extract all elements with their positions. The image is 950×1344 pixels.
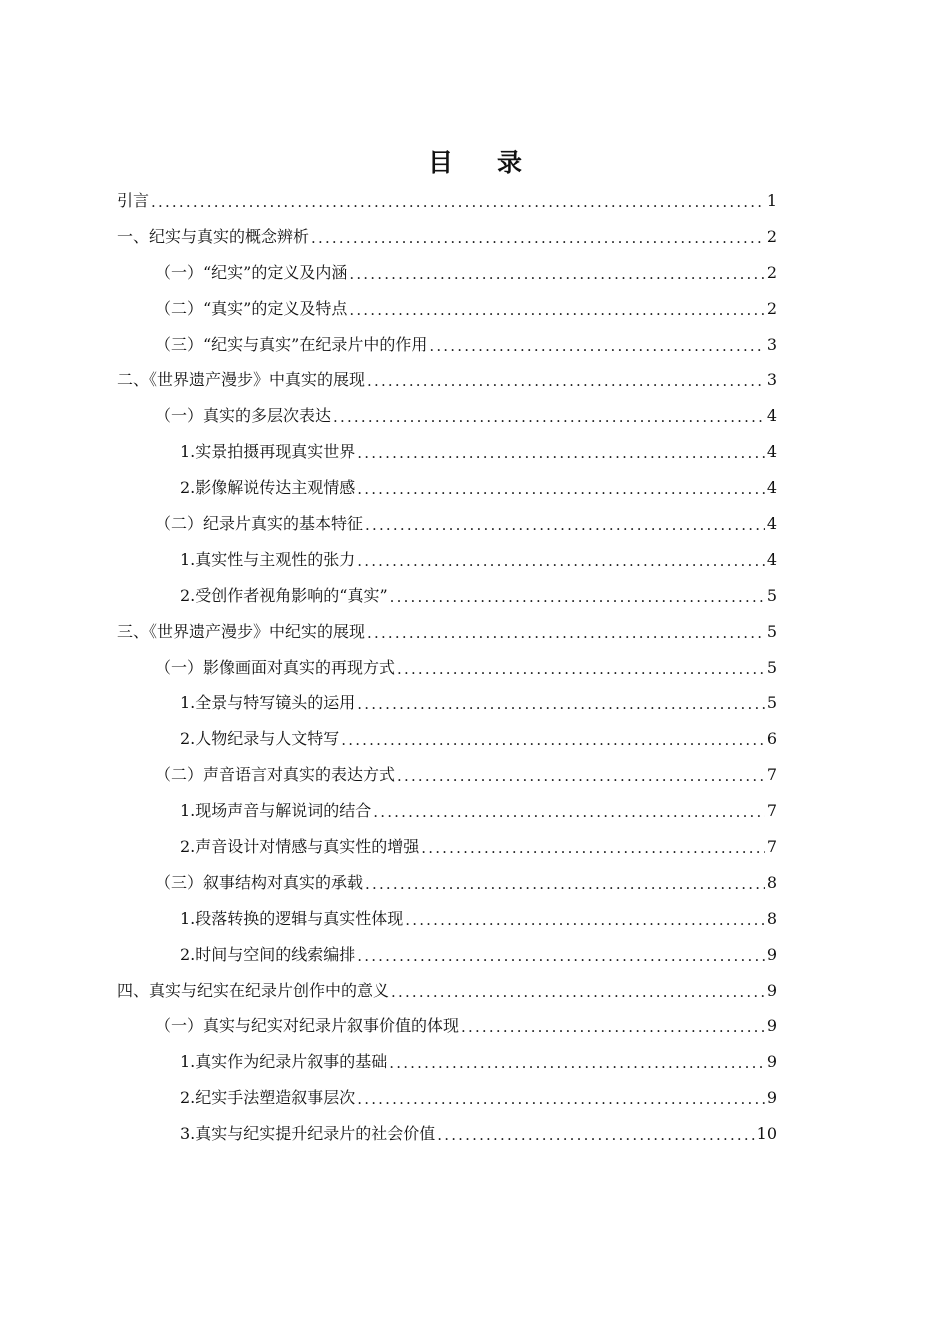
dot-leader	[373, 802, 765, 822]
toc-entry-text: 1.段落转换的逻辑与真实性体现	[180, 908, 404, 928]
toc-entry-page: 4	[766, 549, 777, 569]
toc-entry-text: 3.真实与纪实提升纪录片的社会价值	[180, 1124, 436, 1144]
dot-leader	[461, 1017, 765, 1037]
toc-entry-text: 2.影像解说传达主观情感	[180, 478, 356, 498]
toc-entry-page: 7	[766, 765, 777, 785]
toc-entry-text: （二）声音语言对真实的表达方式	[155, 765, 396, 785]
toc-entry-page: 9	[766, 1052, 777, 1072]
toc-entry-text: 1.现场声音与解说词的结合	[180, 801, 372, 821]
toc-entry-page: 10	[756, 1124, 777, 1144]
toc-entry[interactable]	[117, 434, 777, 470]
toc-entry-page: 3	[766, 370, 777, 390]
dot-leader	[357, 1089, 765, 1109]
toc-entry[interactable]	[117, 578, 777, 614]
dot-leader	[151, 192, 765, 212]
dot-leader	[349, 300, 764, 320]
toc-entry-text: 2.人物纪录与人文特写	[180, 729, 340, 749]
dot-leader	[429, 336, 764, 356]
toc-entry[interactable]	[117, 1044, 777, 1080]
toc-entry-text: 2.纪实手法塑造叙事层次	[180, 1088, 356, 1108]
toc-entry[interactable]	[117, 901, 777, 937]
toc-entry[interactable]	[117, 506, 777, 542]
toc-entry-text: （一）真实与纪实对纪录片叙事价值的体现	[155, 1016, 460, 1036]
table-of-contents	[117, 183, 777, 1152]
toc-entry-page: 2	[766, 262, 777, 282]
toc-entry-text: 1.实景拍摄再现真实世界	[180, 442, 356, 462]
toc-entry[interactable]	[117, 255, 777, 291]
toc-entry[interactable]	[117, 1080, 777, 1116]
toc-entry[interactable]	[117, 793, 777, 829]
toc-entry-page: 2	[766, 226, 777, 246]
dot-leader	[367, 623, 765, 643]
toc-entry-text: 二、《世界遗产漫步》中真实的展现	[117, 370, 366, 390]
toc-entry[interactable]	[117, 614, 777, 650]
toc-entry-page: 4	[766, 513, 777, 533]
toc-entry-text: 2.声音设计对情感与真实性的增强	[180, 836, 420, 856]
dot-leader	[333, 407, 765, 427]
toc-entry-text: （一）影像画面对真实的再现方式	[155, 657, 396, 677]
toc-entry-text: 1.真实作为纪录片叙事的基础	[180, 1052, 388, 1072]
toc-entry[interactable]	[117, 219, 777, 255]
toc-entry[interactable]	[117, 721, 777, 757]
toc-entry-page: 2	[766, 298, 777, 318]
toc-entry-page: 8	[766, 872, 777, 892]
toc-entry[interactable]	[117, 937, 777, 973]
toc-entry-page: 6	[766, 729, 777, 749]
dot-leader	[391, 982, 765, 1002]
toc-entry[interactable]	[117, 183, 777, 219]
dot-leader	[357, 694, 765, 714]
dot-leader	[390, 587, 765, 607]
dot-leader	[341, 730, 765, 750]
toc-entry[interactable]	[117, 685, 777, 721]
toc-entry-text: （二）纪录片真实的基本特征	[155, 513, 364, 533]
toc-entry-page: 8	[766, 908, 777, 928]
toc-entry-page: 7	[766, 836, 777, 856]
toc-entry-text: （二）“真实”的定义及特点	[155, 298, 348, 318]
toc-entry-text: 2.时间与空间的线索编排	[180, 944, 356, 964]
toc-entry-page: 5	[766, 657, 777, 677]
dot-leader	[365, 515, 765, 535]
toc-entry-page: 9	[766, 1088, 777, 1108]
toc-entry-page: 7	[766, 801, 777, 821]
toc-entry[interactable]	[117, 865, 777, 901]
toc-entry-text: 引言	[117, 190, 150, 210]
dot-leader	[405, 910, 765, 930]
toc-entry[interactable]	[117, 650, 777, 686]
toc-entry-text: （三）“纪实与真实”在纪录片中的作用	[155, 334, 428, 354]
toc-entry[interactable]	[117, 470, 777, 506]
toc-entry[interactable]	[117, 327, 777, 363]
toc-entry-page: 4	[766, 442, 777, 462]
toc-entry-text: （一）真实的多层次表达	[155, 406, 332, 426]
toc-entry[interactable]	[117, 973, 777, 1009]
dot-leader	[397, 766, 765, 786]
toc-entry[interactable]	[117, 1008, 777, 1044]
page-title	[0, 146, 950, 180]
page-title-char-1: 目	[427, 148, 453, 177]
toc-entry[interactable]	[117, 362, 777, 398]
dot-leader	[311, 228, 765, 248]
dot-leader	[367, 371, 765, 391]
toc-entry[interactable]	[117, 398, 777, 434]
toc-entry-text: 1.全景与特写镜头的运用	[180, 693, 356, 713]
dot-leader	[357, 551, 765, 571]
toc-entry-page: 9	[766, 980, 777, 1000]
dot-leader	[397, 659, 765, 679]
toc-entry-page: 3	[766, 334, 777, 354]
dot-leader	[357, 479, 765, 499]
toc-entry[interactable]	[117, 829, 777, 865]
toc-entry-text: （三）叙事结构对真实的承载	[155, 872, 364, 892]
toc-entry-page: 4	[766, 406, 777, 426]
toc-entry-text: 四、真实与纪实在纪录片创作中的意义	[117, 980, 390, 1000]
toc-entry-page: 9	[766, 1016, 777, 1036]
page-title-char-2: 录	[497, 148, 523, 177]
toc-entry-page: 1	[766, 190, 777, 210]
toc-entry-page: 5	[766, 693, 777, 713]
toc-entry-text: 三、《世界遗产漫步》中纪实的展现	[117, 621, 366, 641]
dot-leader	[437, 1125, 754, 1145]
toc-entry-text: 一、纪实与真实的概念辨析	[117, 226, 310, 246]
toc-entry[interactable]	[117, 291, 777, 327]
toc-entry[interactable]	[117, 757, 777, 793]
dot-leader	[365, 874, 765, 894]
toc-entry-page: 4	[766, 478, 777, 498]
toc-entry-page: 9	[766, 944, 777, 964]
dot-leader	[421, 838, 765, 858]
toc-entry-page: 5	[766, 621, 777, 641]
toc-entry-text: 1.真实性与主观性的张力	[180, 549, 356, 569]
toc-entry[interactable]	[117, 1116, 777, 1152]
toc-entry-text: （一）“纪实”的定义及内涵	[155, 262, 348, 282]
dot-leader	[349, 264, 764, 284]
toc-entry-page: 5	[766, 585, 777, 605]
dot-leader	[389, 1053, 765, 1073]
dot-leader	[357, 443, 765, 463]
toc-entry-text: 2.受创作者视角影响的“真实”	[180, 585, 388, 605]
dot-leader	[357, 946, 765, 966]
toc-entry[interactable]	[117, 542, 777, 578]
